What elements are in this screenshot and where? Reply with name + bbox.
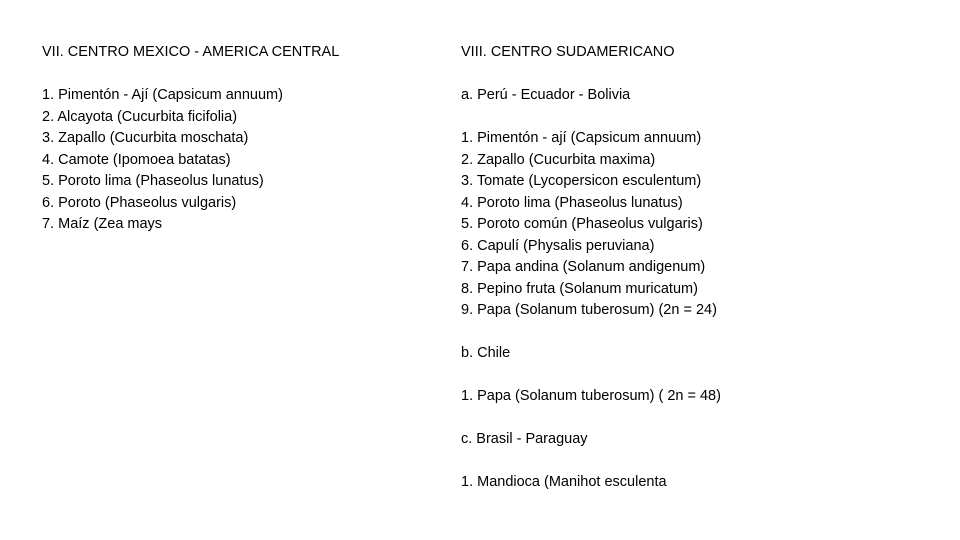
spacer — [461, 365, 931, 387]
section-title-peru-ecuador-bolivia: a. Perú - Ecuador - Bolivia — [461, 87, 631, 103]
section-list-chile — [461, 386, 931, 408]
list-item: 1. Pimentón - Ají (Capsicum annuum) — [42, 87, 283, 103]
spacer — [42, 64, 432, 86]
right-heading: VIII. CENTRO SUDAMERICANO — [461, 44, 675, 60]
spacer — [461, 322, 931, 344]
list-item: 3. Zapallo (Cucurbita moschata) — [42, 130, 249, 146]
spacer — [461, 451, 931, 473]
list-item: 1. Pimentón - ají (Capsicum annuum) — [461, 130, 702, 146]
spacer — [461, 408, 931, 430]
list-item: 5. Poroto común (Phaseolus vulgaris) — [461, 216, 703, 232]
left-crop-list — [42, 85, 432, 236]
list-item: 1. Mandioca (Manihot esculenta — [461, 474, 667, 490]
section-title-chile: b. Chile — [461, 345, 511, 361]
list-item: 4. Poroto lima (Phaseolus lunatus) — [461, 194, 683, 211]
right-column — [461, 42, 931, 494]
list-item: 6. Capulí (Physalis peruviana) — [461, 237, 655, 254]
section-title-brasil-paraguay: c. Brasil - Paraguay — [461, 431, 588, 447]
spacer — [461, 107, 931, 129]
spacer — [461, 64, 931, 86]
list-item: 3. Tomate (Lycopersicon esculentum) — [461, 173, 702, 189]
left-heading: VII. CENTRO MEXICO - AMERICA CENTRAL — [42, 44, 340, 60]
list-item: 4. Camote (Ipomoea batatas) — [42, 151, 231, 168]
list-item: 7. Maíz (Zea mays — [42, 216, 163, 232]
section-list-brasil-paraguay — [461, 472, 931, 494]
list-item: 7. Papa andina (Solanum andigenum) — [461, 259, 706, 275]
list-item: 9. Papa (Solanum tuberosum) (2n = 24) — [461, 302, 717, 318]
list-item: 2. Alcayota (Cucurbita ficifolia) — [42, 108, 238, 125]
list-item: 6. Poroto (Phaseolus vulgaris) — [42, 194, 237, 211]
left-column — [42, 42, 432, 236]
list-item: 5. Poroto lima (Phaseolus lunatus) — [42, 173, 264, 189]
list-item: 2. Zapallo (Cucurbita maxima) — [461, 151, 656, 168]
list-item: 8. Pepino fruta (Solanum muricatum) — [461, 280, 698, 297]
list-item: 1. Papa (Solanum tuberosum) ( 2n = 48) — [461, 388, 721, 404]
section-list-peru-ecuador-bolivia — [461, 128, 931, 322]
